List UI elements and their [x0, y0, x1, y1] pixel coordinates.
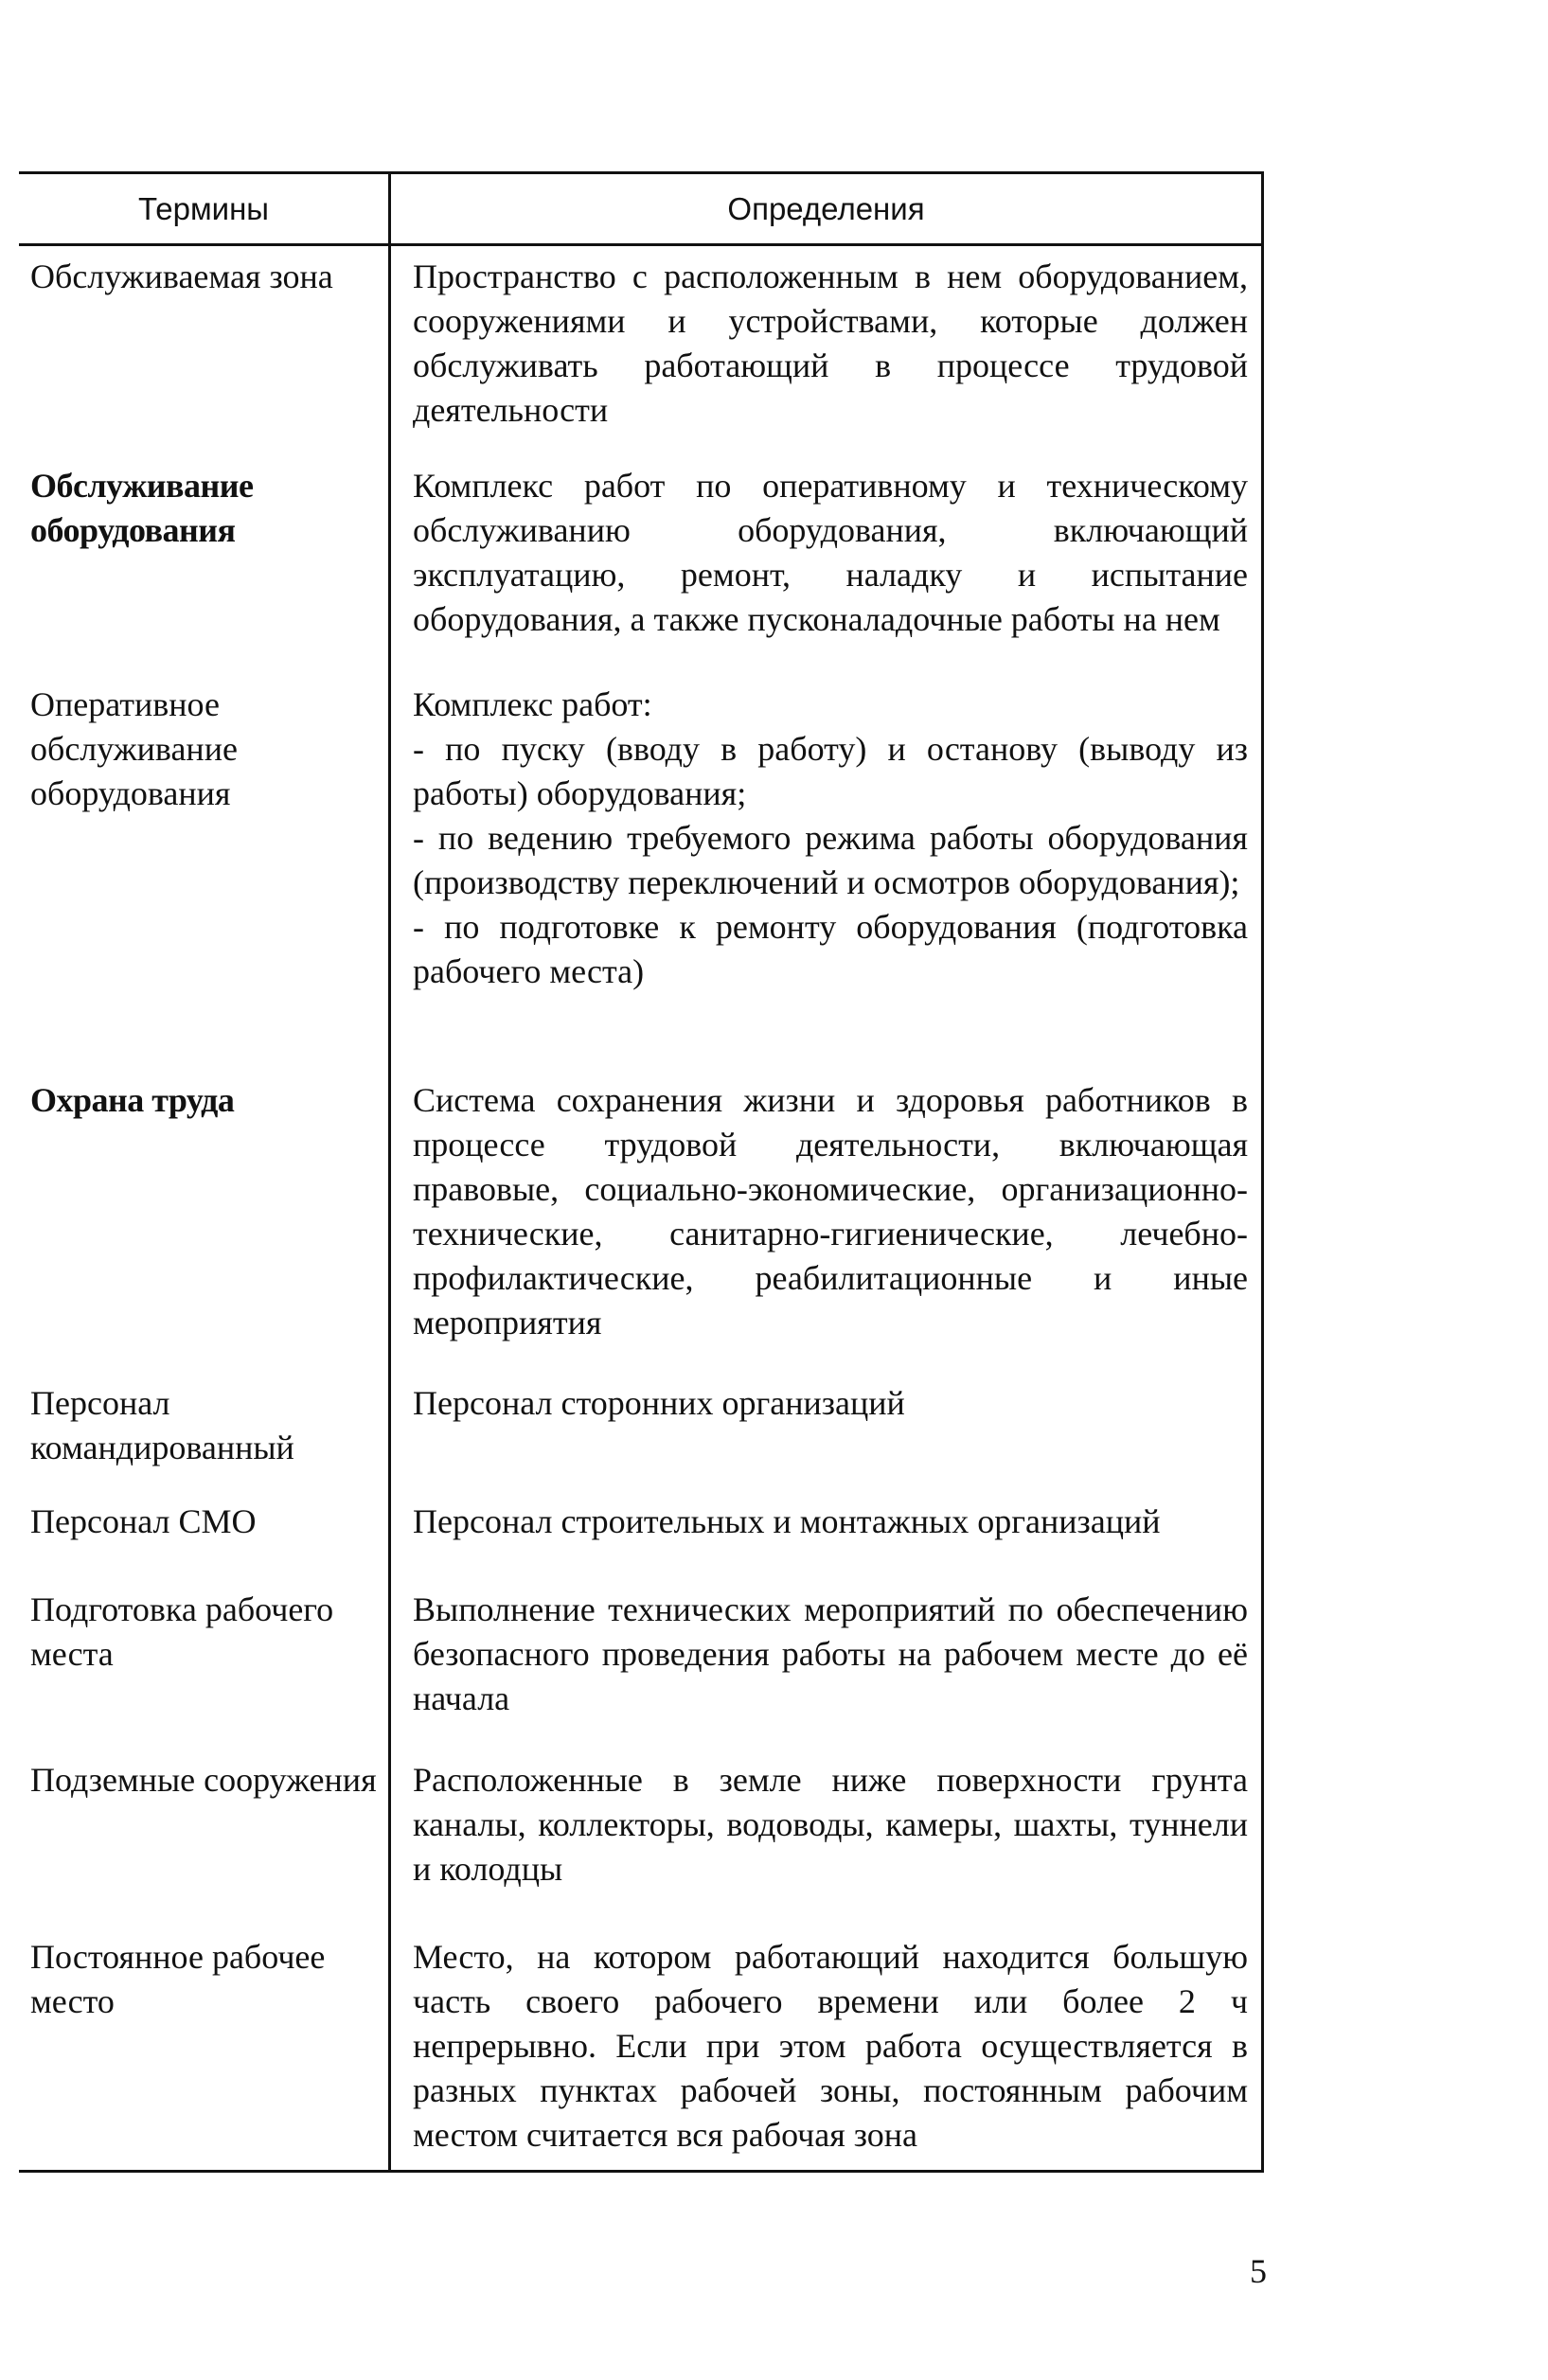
table-right-border: [1261, 174, 1264, 2170]
term-labor-protection: Охрана труда: [30, 1081, 235, 1119]
term-equipment-maintenance: Обслуживание оборудования: [30, 467, 254, 549]
term-operational-maintenance: Оперативное обслуживание оборудования: [30, 685, 238, 812]
definition-workplace-preparation: Выполнение технических мероприятий по обеспечению безопасного проведения работы на рабочем месте до её начала: [413, 1590, 1248, 1717]
header-definitions: Определения: [727, 190, 925, 226]
glossary-table: [19, 171, 1264, 2173]
definition-seconded-personnel: Персонал сторонних организаций: [413, 1384, 905, 1422]
definition-list-item: - по подготовке к ремонту оборудования (подготовка рабочего места): [413, 908, 1248, 990]
header-terms: Термины: [137, 190, 270, 226]
definition-equipment-maintenance: Комплекс работ по оперативному и техническому обслуживанию оборудования, включающий эксплуатацию, ремонт, наладку и испытание оборудования, а также пусконаладочные работы на нем: [413, 467, 1248, 638]
term-workplace-preparation: Подготовка рабочего места: [30, 1590, 334, 1673]
definition-operational-maintenance: [413, 683, 1248, 994]
term-underground-structures: Подземные сооружения: [30, 1761, 377, 1799]
definition-list-item: - по пуску (вводу в работу) и останову (выводу из работы) оборудования;: [413, 730, 1248, 812]
page-number: 5: [1250, 2252, 1267, 2290]
definition-serviced-zone: Пространство с расположенным в нем оборудованием, сооружениями и устройствами, которые должен обслуживать работающий в процессе трудовой деятельности: [413, 258, 1248, 429]
column-divider: [388, 174, 391, 2170]
term-smo-personnel: Персонал СМО: [30, 1502, 257, 1540]
term-serviced-zone: Обслуживаемая зона: [30, 258, 333, 295]
definition-list-item: - по ведению требуемого режима работы оборудования (производству переключений и осмотров оборудования);: [413, 819, 1248, 901]
definition-underground-structures: Расположенные в земле ниже поверхности грунта каналы, коллекторы, водоводы, камеры, шахты, туннели и колодцы: [413, 1761, 1248, 1888]
definition-labor-protection: Система сохранения жизни и здоровья работников в процессе трудовой деятельности, включающая правовые, социально-экономические, организационно-технические, санитарно-гигиенические, лечебно-профилактические, реабилитационные и иные мероприятия: [413, 1081, 1248, 1341]
header-rule: [19, 243, 1264, 246]
definition-intro: Комплекс работ:: [413, 685, 652, 723]
term-permanent-workplace: Постоянное рабочее место: [30, 1938, 326, 2020]
definition-permanent-workplace: Место, на котором работающий находится большую часть своего рабочего времени или более 2 ч непрерывно. Если при этом работа осуществляется в разных пунктах рабочей зоны, постоянным рабочим местом считается вся рабочая зона: [413, 1938, 1248, 2154]
definition-smo-personnel: Персонал строительных и монтажных организаций: [413, 1502, 1161, 1540]
term-seconded-personnel: Персонал командированный: [30, 1384, 294, 1466]
